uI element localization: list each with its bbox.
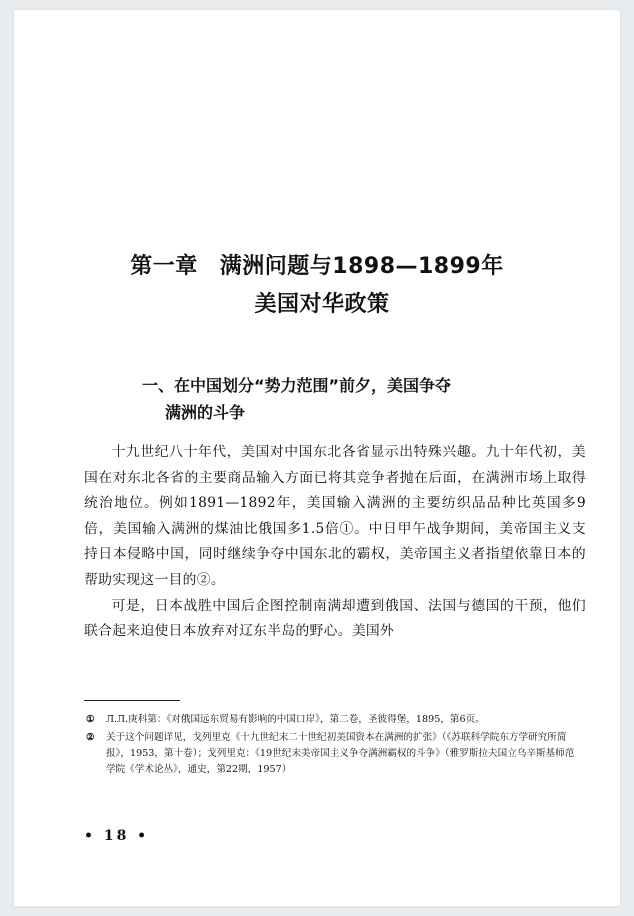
paragraph-1: 十九世纪八十年代，美国对中国东北各省显示出特殊兴趣。九十年代初，美国在对东北各省的主要商品输入方面已将其竞争者抛在后面，在满洲市场上取得统治地位。例如1891—1892年，美国输入满洲的主要纺织品品种比英国多9倍，美国输入满洲的煤油比俄国多1.5倍①。中日甲午战争期间，美帝国主义支持日本侵略中国，同时继续争夺中国东北的霸权，美帝国主义者指望依靠日本的帮助实现这一目的②。 bbox=[84, 444, 586, 588]
footnote-2-text: 关于这个问题详见，戈列里克《十九世纪末二十世纪初美国资本在满洲的扩张》（《苏联科学院东方学研究所简报》，1953，第十卷）；戈列里克：《19世纪末美帝国主义争夺满洲霸权的斗争》（雅罗斯拉夫国立乌辛斯基师范学院《学术论丛》，通史，第22期，1957） bbox=[106, 732, 575, 775]
section-title bbox=[142, 372, 451, 426]
footnote-2 bbox=[84, 730, 578, 778]
section-title-line-2: 满洲的斗争 bbox=[165, 403, 246, 422]
book-page bbox=[14, 10, 620, 906]
chapter-title-line-2: 美国对华政策 bbox=[254, 292, 390, 317]
footnote-1-mark: ① bbox=[86, 714, 95, 725]
footnote-1 bbox=[84, 712, 578, 728]
footnote-1-text: Л.Л.庚科第：《对俄国远东贸易有影响的中国口岸》，第二卷，圣彼得堡，1895，第6页。 bbox=[106, 714, 485, 725]
chapter-title-line-1 bbox=[14, 248, 620, 286]
section-title-line-1: 一、在中国划分“势力范围”前夕，美国争夺 bbox=[142, 376, 452, 395]
body-text bbox=[84, 440, 586, 645]
chapter-title-text: 满洲问题与1898—1899年 bbox=[219, 254, 504, 279]
paragraph-2: 可是，日本战胜中国后企图控制南满却遭到俄国、法国与德国的干预，他们联合起来迫使日本放弃对辽东半岛的野心。美国外 bbox=[84, 597, 586, 640]
chapter-title bbox=[14, 248, 620, 324]
footnote-divider bbox=[84, 700, 180, 701]
footnotes bbox=[84, 712, 578, 780]
footnote-2-mark: ② bbox=[86, 732, 95, 743]
chapter-label: 第一章 bbox=[130, 254, 198, 279]
page-number: • 18 • bbox=[84, 828, 150, 844]
